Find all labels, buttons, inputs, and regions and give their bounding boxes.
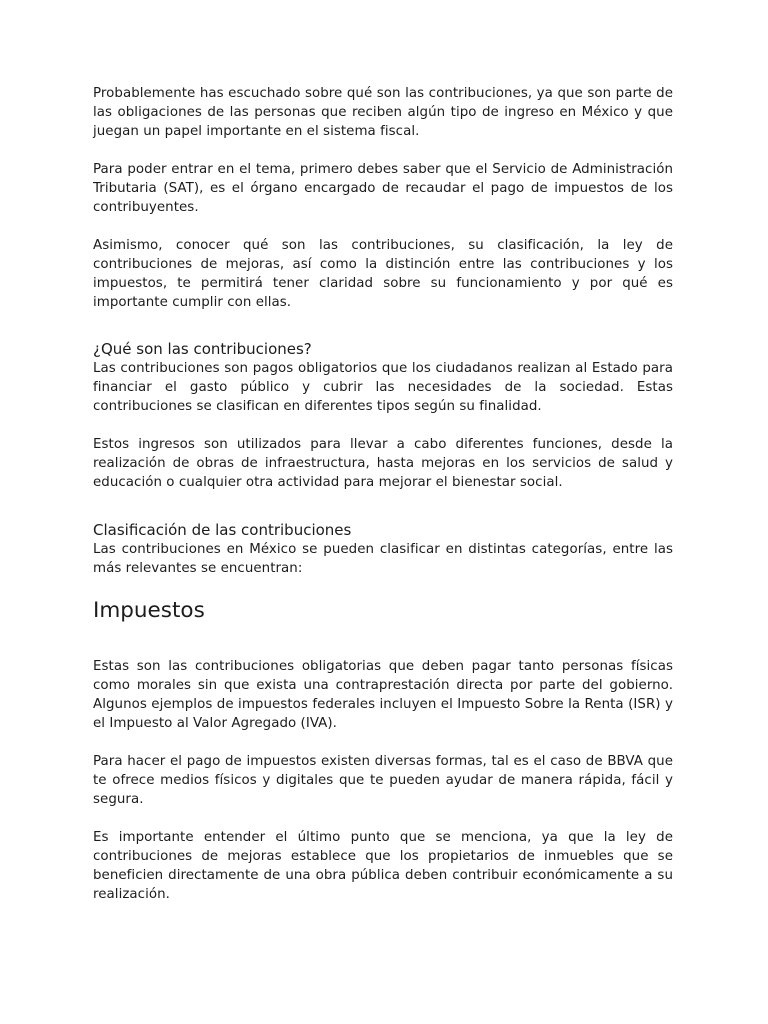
intro-paragraph-3: Asimismo, conocer qué son las contribuciones, su clasificación, la ley de contribuciones de mejoras, así como la distinción entre las contribuciones y los impuestos, te permitirá tener claridad sobre su funcionamiento y por qué es importante cumplir con ellas. bbox=[93, 238, 673, 310]
que-son-paragraph-2: Estos ingresos son utilizados para llevar a cabo diferentes funciones, desde la realización de obras de infraestructura, hasta mejoras en los servicios de salud y educación o cualquier otra actividad para mejorar el bienestar social. bbox=[93, 437, 673, 490]
intro-paragraph-1: Probablemente has escuchado sobre qué son las contribuciones, ya que son parte de las obligaciones de las personas que reciben algún tipo de ingreso en México y que juegan un papel importante en el sistema fiscal. bbox=[93, 86, 673, 139]
que-son-paragraph-1: Las contribuciones son pagos obligatorios que los ciudadanos realizan al Estado para financiar el gasto público y cubrir las necesidades de la sociedad. Estas contribuciones se clasifican en diferentes tipos según su finalidad. bbox=[93, 361, 673, 414]
document-page bbox=[93, 84, 673, 904]
intro-paragraph-2: Para poder entrar en el tema, primero debes saber que el Servicio de Administración Tributaria (SAT), es el órgano encargado de recaudar el pago de impuestos de los contribuyentes. bbox=[93, 162, 673, 215]
heading-impuestos: Impuestos bbox=[93, 598, 205, 623]
heading-que-son: ¿Qué son las contribuciones? bbox=[93, 340, 312, 358]
heading-clasificacion: Clasificación de las contribuciones bbox=[93, 521, 352, 539]
impuestos-paragraph-3: Es importante entender el último punto que se menciona, ya que la ley de contribuciones de mejoras establece que los propietarios de inmuebles que se beneficien directamente de una obra pública deben contribuir económicamente a su realización. bbox=[93, 830, 673, 902]
clasificacion-paragraph-1: Las contribuciones en México se pueden clasificar en distintas categorías, entre las más relevantes se encuentran: bbox=[93, 542, 673, 576]
impuestos-paragraph-1: Estas son las contribuciones obligatorias que deben pagar tanto personas físicas como morales sin que exista una contraprestación directa por parte del gobierno. Algunos ejemplos de impuestos federales incluyen el Impuesto Sobre la Renta (ISR) y el Impuesto al Valor Agregado (IVA). bbox=[93, 659, 673, 731]
impuestos-paragraph-2: Para hacer el pago de impuestos existen diversas formas, tal es el caso de BBVA que te ofrece medios físicos y digitales que te pueden ayudar de manera rápida, fácil y segura. bbox=[93, 754, 673, 807]
